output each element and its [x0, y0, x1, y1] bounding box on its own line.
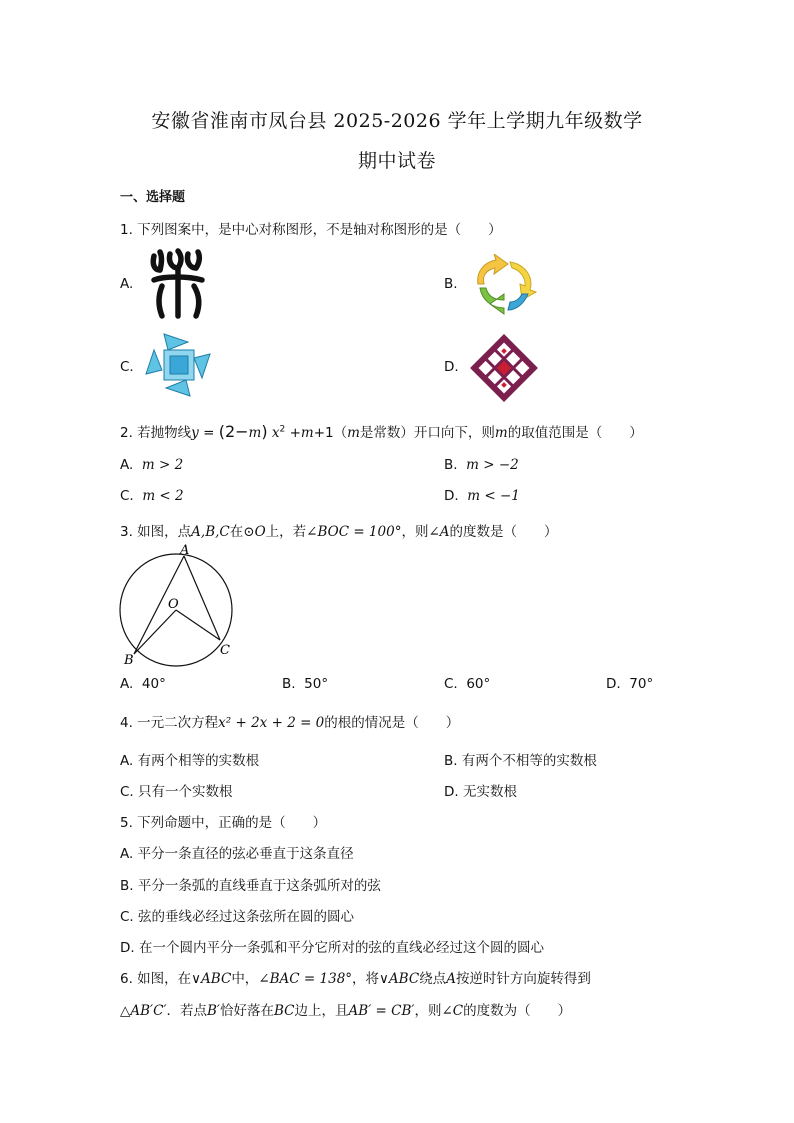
q6-l2-mid: ．若点: [166, 1003, 208, 1019]
q6-l2-mid3: 边上，且: [294, 1003, 349, 1019]
label-o: O: [168, 597, 179, 612]
q3-mid: 上，若: [265, 524, 307, 540]
q4-text: 4. 一元二次方程: [120, 715, 219, 731]
q2-var-m3: m: [347, 425, 360, 441]
q6-l2-post: 的度数为（ ）: [463, 1003, 572, 1019]
q4-post: 的根的情况是（ ）: [324, 715, 460, 731]
q3-option-a: [120, 676, 166, 692]
q6-equal-segments: AB′ = CB′: [348, 1003, 415, 1019]
q6-triangle-abc: ∨ABC: [191, 971, 232, 987]
exam-title-line2: 期中试卷: [357, 150, 436, 172]
question-3-stem: [120, 520, 558, 540]
q3-option-a-value: 40°: [141, 676, 166, 692]
q2-option-c: [120, 488, 184, 504]
q3-angle-a: ∠A: [428, 524, 450, 540]
q4-option-c: C. 只有一个实数根: [120, 784, 233, 800]
q4-equation: x² + 2x + 2 = 0: [218, 715, 325, 731]
label-b: B: [124, 653, 134, 668]
q2-option-d-label: D.: [444, 488, 459, 504]
q2-paren: (2−: [218, 422, 249, 441]
q2-paren-close: ): [261, 422, 268, 441]
q3-option-b-value: 50°: [304, 676, 329, 692]
q3-option-d: [606, 676, 653, 692]
q6-triangle-abc-prime: △AB′C′: [120, 1003, 167, 1019]
q2-option-b-label: B.: [444, 457, 458, 473]
label-c: C: [220, 643, 230, 658]
q2-square: 2: [279, 424, 286, 435]
q2-option-d-value: m < −1: [467, 488, 520, 504]
q2-text: 2. 若抛物线: [120, 425, 192, 441]
q4-option-b: B. 有两个不相等的实数根: [444, 753, 597, 769]
q2-var-y: y: [191, 425, 199, 441]
q6-l2-mid4: ，则: [414, 1003, 442, 1019]
question-2-stem: [120, 421, 643, 441]
q1-option-c-label: C.: [120, 359, 134, 375]
q6-angle-bac: ∠BAC = 138°: [258, 971, 353, 987]
q5-option-a: A. 平分一条直径的弦必垂直于这条直径: [120, 846, 354, 862]
q2-option-a: [120, 457, 183, 473]
q1-option-b-label: B.: [444, 276, 458, 292]
q6-mid: 中，: [231, 971, 259, 987]
q6-point-a: A: [446, 971, 456, 987]
q2-option-b: [444, 457, 519, 473]
q2-option-d: [444, 488, 520, 504]
seal-character-icon: [148, 246, 208, 322]
circle-diagram: [114, 542, 240, 670]
q2-option-c-label: C.: [120, 488, 134, 504]
label-a: A: [180, 543, 190, 558]
q6-mid3: 绕点: [419, 971, 447, 987]
question-6-stem-line2: [120, 999, 571, 1019]
q3-option-d-value: 70°: [629, 676, 654, 692]
q5-option-d: D. 在一个圆内平分一条弧和平分它所对的弦的直线必经过这个圆的圆心: [120, 940, 544, 956]
q4-option-d: D. 无实数根: [444, 784, 517, 800]
question-1-stem: 1. 下列图案中，是中心对称图形，不是轴对称图形的是（ ）: [120, 222, 502, 238]
q3-circle: ⊙O: [243, 524, 266, 540]
q2-var-m: m: [248, 425, 262, 441]
q2-var-m4: m: [494, 425, 508, 441]
q6-point-b-prime: B′: [207, 1003, 221, 1019]
section-heading-choice: 一、选择题: [120, 190, 186, 205]
q3-option-b: [282, 676, 328, 692]
question-6-stem-line1: [120, 967, 591, 987]
q4-option-a: A. 有两个相等的实数根: [120, 753, 260, 769]
lattice-diamond-icon: [466, 330, 542, 406]
q6-l2-mid2: 恰好落在: [220, 1003, 275, 1019]
q2-plus: +: [289, 425, 301, 441]
q5-option-b: B. 平分一条弧的直线垂直于这条弧所对的弦: [120, 878, 381, 894]
q2-option-a-value: m > 2: [141, 457, 184, 473]
q6-angle-c: ∠C: [441, 1003, 464, 1019]
q1-option-a-label: A.: [120, 276, 134, 292]
recycle-arrows-icon: [470, 254, 540, 316]
segment-ob: [134, 610, 176, 654]
question-5-stem: 5. 下列命题中，正确的是（ ）: [120, 815, 327, 831]
q2-option-b-value: m > −2: [466, 457, 519, 473]
q6-mid2: ，将: [352, 971, 380, 987]
q2-option-c-value: m < 2: [142, 488, 184, 504]
q6-triangle-abc-2: ∨ABC: [379, 971, 420, 987]
q6-text: 6. 如图，在: [120, 971, 192, 987]
q3-option-c: [444, 676, 490, 692]
q3-option-c-label: C.: [444, 676, 458, 692]
question-4-stem: [120, 711, 459, 731]
q3-on: 在: [229, 524, 244, 540]
q3-option-c-value: 60°: [466, 676, 491, 692]
q2-text-post: 的取值范围是（ ）: [507, 425, 643, 441]
q2-text-mid: 是常数）开口向下，则: [359, 425, 495, 441]
q3-option-b-label: B.: [282, 676, 296, 692]
q6-line1-post: 按逆时针方向旋转得到: [455, 971, 591, 987]
q2-var-x: x: [271, 425, 280, 441]
q5-option-c: C. 弦的垂线必经过这条弦所在圆的圆心: [120, 909, 355, 925]
q2-eq: =: [203, 425, 215, 441]
q3-post: 的度数是（ ）: [449, 524, 558, 540]
q3-option-a-label: A.: [120, 676, 134, 692]
q2-plus-one: +1（: [313, 425, 348, 441]
q2-var-m2: m: [300, 425, 314, 441]
q3-mid2: ，则: [401, 524, 429, 540]
q6-segment-bc: BC: [274, 1003, 295, 1019]
exam-title-line1: 安徽省淮南市凤台县 2025-2026 学年上学期九年级数学: [151, 110, 643, 132]
q2-option-a-label: A.: [120, 457, 134, 473]
q3-text: 3. 如图，点: [120, 524, 192, 540]
pinwheel-squares-icon: [144, 332, 214, 398]
q3-points: A,B,C: [191, 524, 230, 540]
q3-option-d-label: D.: [606, 676, 621, 692]
q3-angle-boc: ∠BOC = 100°: [306, 524, 402, 540]
q1-option-d-label: D.: [444, 359, 459, 375]
